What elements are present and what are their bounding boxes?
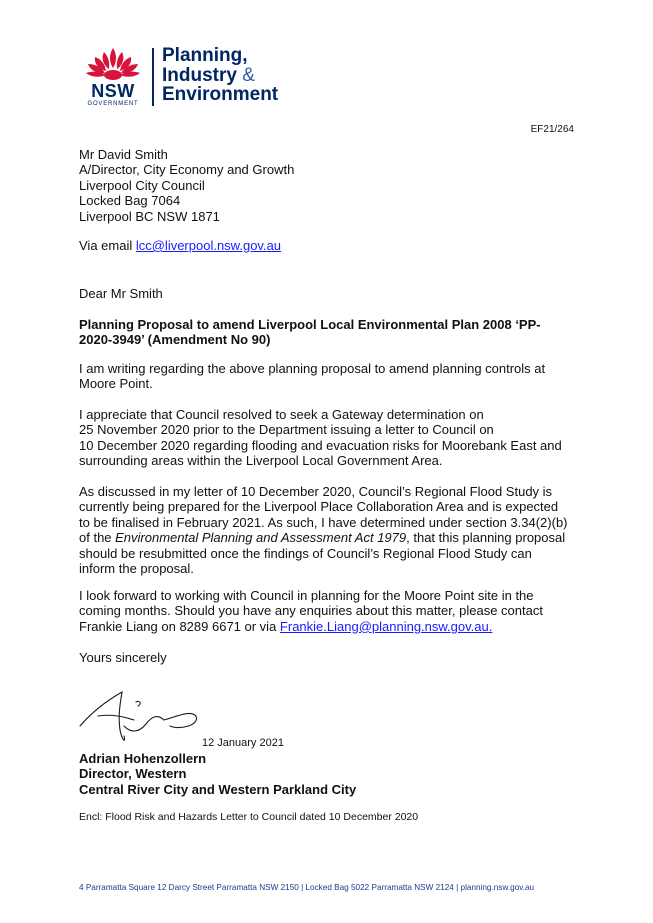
contact-prefix: Frankie Liang on 8289 6671 or via: [79, 618, 280, 634]
department-name-industry: Industry: [162, 64, 243, 86]
department-name: [162, 46, 278, 105]
paragraph-line: As discussed in my letter of 10 December 2020, Council’s Regional Flood Study is: [79, 484, 553, 499]
paragraph-line: [79, 530, 568, 545]
council-email-link[interactable]: lcc@liverpool.nsw.gov.au: [135, 238, 282, 253]
recipient-address-line1: Locked Bag 7064: [79, 193, 181, 209]
logo-divider: [152, 48, 154, 106]
page-footer: 4 Parramatta Square 12 Darcy Street Parramatta NSW 2150 | Locked Bag 5022 Parramatta NSW 2124 | planning.nsw.gov.au: [79, 883, 535, 892]
signatory-block: [79, 751, 356, 797]
paragraph-line: inform the proposal.: [79, 561, 194, 577]
recipient-address-line2: Liverpool BC NSW 1871: [79, 208, 220, 224]
via-email-line: [79, 238, 281, 253]
paragraph-line: to be finalised in February 2021. As such, I have determined under section 3.34(2)(b): [79, 514, 568, 530]
recipient-name: Mr David Smith: [79, 147, 168, 162]
subject-line1: Planning Proposal to amend Liverpool Local Environmental Plan 2008 ‘PP-: [79, 317, 541, 332]
waratah-icon: [78, 44, 148, 84]
via-email-label: Via email: [79, 238, 136, 253]
paragraph-line: I appreciate that Council resolved to seek a Gateway determination on: [79, 407, 484, 422]
reference-number: EF21/264: [530, 124, 574, 135]
paragraph-line: 25 November 2020 prior to the Department issuing a letter to Council on: [79, 422, 494, 438]
paragraph-line: Moore Point.: [79, 376, 153, 392]
handwritten-signature: [78, 686, 208, 748]
paragraph-line: I am writing regarding the above planning proposal to amend planning controls at: [79, 361, 546, 376]
government-wordmark: GOVERNMENT: [87, 101, 139, 107]
paragraph-line: I look forward to working with Council in planning for the Moore Point site in the: [79, 588, 534, 603]
paragraph-intro: [79, 361, 545, 392]
paragraph-line: coming months. Should you have any enquiries about this matter, please contact: [79, 603, 543, 619]
signatory-name: Adrian Hohenzollern: [79, 751, 207, 766]
signatory-division: Central River City and Western Parkland City: [79, 781, 357, 797]
department-name-line1: Planning,: [162, 45, 248, 66]
paragraph-line: surrounding areas within the Liverpool Local Government Area.: [79, 453, 443, 469]
act-suffix: , that this planning proposal: [406, 530, 566, 546]
recipient-address: [79, 147, 294, 224]
paragraph-line: currently being prepared for the Liverpool Place Collaboration Area and is expected: [79, 499, 559, 515]
recipient-organisation: Liverpool City Council: [79, 177, 205, 193]
nsw-planning-logo: [78, 44, 308, 114]
paragraph-line: 10 December 2020 regarding flooding and evacuation risks for Moorebank East and: [79, 437, 562, 453]
paragraph-line: [79, 619, 543, 634]
act-prefix: of the: [79, 530, 116, 546]
department-name-ampersand: &: [242, 64, 255, 86]
signatory-role: Director, Western: [79, 766, 187, 782]
nsw-wordmark: NSW: [91, 81, 135, 101]
department-name-line3: Environment: [162, 84, 279, 105]
department-name-line2: [162, 66, 278, 86]
signature-date: 12 January 2021: [202, 737, 284, 749]
recipient-title: A/Director, City Economy and Growth: [79, 162, 295, 178]
paragraph-line: should be resubmitted once the findings of Council’s Regional Flood Study can: [79, 545, 532, 561]
paragraph-gateway: [79, 407, 562, 469]
contact-email-link[interactable]: Frankie.Liang@planning.nsw.gov.au.: [279, 618, 493, 634]
enclosure-note: Encl: Flood Risk and Hazards Letter to Council dated 10 December 2020: [79, 811, 419, 823]
paragraph-contact: [79, 588, 543, 634]
act-title: Environmental Planning and Assessment Act 1979: [115, 530, 407, 546]
paragraph-flood-study: [79, 484, 568, 576]
subject-line2: 2020-3949’ (Amendment No 90): [79, 332, 271, 348]
closing: Yours sincerely: [79, 650, 167, 665]
subject-heading: [79, 317, 541, 348]
salutation: Dear Mr Smith: [79, 286, 163, 301]
